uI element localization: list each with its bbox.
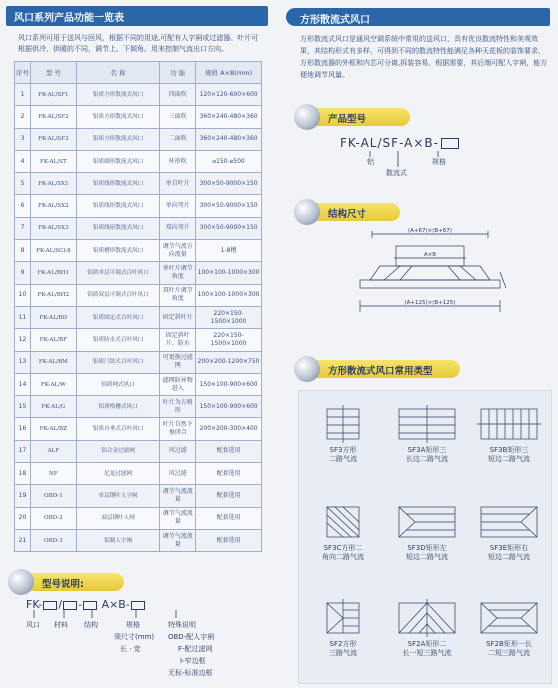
right-intro: 方形散流式风口是通风空调系统中常用的送风口，具有优良散流特性和美观效果，其结构形式有多样，可得到不同的散流特性能满足各种天花板的装饰要求，方形散流器的外框和内芯可分离,拆装容易，根据需要，其后端可配入字闸，能方便地调节风量。 — [300, 35, 548, 79]
cell-name: 铝质线形散流式风口 — [76, 217, 159, 239]
cell-name: 铝质自垂式百叶风口 — [76, 418, 159, 440]
col-function: 功 能 — [160, 62, 196, 84]
cell-name: 铝合金过滤网 — [76, 440, 159, 462]
cell-model: FK-AL/ST — [30, 150, 76, 172]
col-model: 型 号 — [30, 62, 76, 84]
cell-name: 铝质线形散流式风口 — [76, 173, 159, 195]
product-spec-table — [14, 61, 262, 552]
cell-index: 12 — [15, 329, 31, 351]
table-row — [15, 173, 262, 195]
cell-spec: 300×50-9000×150 — [196, 217, 262, 239]
type-sf2b-l1: SF2B矩形一长 — [486, 640, 532, 648]
cell-spec: 220×150-1500×1000 — [196, 329, 262, 351]
cell-model: ALF — [30, 440, 76, 462]
table-row — [15, 463, 262, 485]
cell-name: 铝质门铰式百叶风口 — [76, 351, 159, 373]
cell-index: 14 — [15, 373, 31, 395]
cell-spec: 100×100-1000×300 — [196, 284, 262, 306]
left-column — [6, 6, 268, 552]
type-sf3e-icon — [477, 503, 541, 541]
cell-spec: 300×50-9000×150 — [196, 195, 262, 217]
struct-mid-label: A×B — [423, 252, 437, 258]
model-legend-pill — [14, 573, 124, 591]
cell-function: 二面吹 — [160, 128, 196, 150]
table-row — [15, 373, 262, 395]
code-part: FK- — [340, 136, 361, 150]
cell-function: 双叶片调节角度 — [160, 284, 196, 306]
right-header: 方形散流式风口 — [286, 8, 550, 26]
cell-function: 调节气流流量 — [160, 507, 196, 529]
type-sf3a — [387, 405, 467, 464]
cell-index: 10 — [15, 284, 31, 306]
model-section-title: 产品型号 — [328, 114, 367, 125]
cell-spec: 360×240-480×360 — [196, 106, 262, 128]
type-sf3d-icon — [395, 503, 459, 541]
code-prefix: FK- — [26, 598, 43, 611]
table-row — [15, 240, 262, 262]
types-section-title: 方形散流式风口常用类型 — [328, 366, 433, 377]
cell-index: 18 — [15, 463, 31, 485]
cell-index: 15 — [15, 396, 31, 418]
table-row — [15, 306, 262, 328]
cell-function: 可更换过滤网 — [160, 351, 196, 373]
cell-index: 17 — [15, 440, 31, 462]
type-sf3d-l1: SF3D矩形左 — [407, 544, 447, 552]
cell-index: 21 — [15, 529, 31, 551]
cell-function: 环形吹 — [160, 150, 196, 172]
code-part: A×B — [404, 136, 434, 150]
type-sf3b-icon — [477, 405, 541, 443]
cell-name: 单层钢叶人字闸 — [76, 485, 159, 507]
pill-ball-icon — [294, 199, 320, 225]
type-sf2b-icon — [477, 599, 541, 637]
type-sf3b — [469, 405, 549, 464]
label-i: I-窄边框 — [180, 657, 206, 665]
type-sf3c-l1: SF3C方形二 — [323, 544, 363, 552]
code-box — [131, 601, 145, 610]
table-row — [15, 351, 262, 373]
cell-index: 8 — [15, 240, 31, 262]
cell-spec: 300×50-9000×150 — [196, 173, 262, 195]
cell-spec: 配套选用 — [196, 463, 262, 485]
pill-ball-icon — [8, 569, 34, 595]
label-guige: 规格 — [126, 621, 140, 629]
type-sf2a — [387, 599, 467, 658]
code-label-guige: 规格 — [432, 158, 446, 166]
code-label-sanliu: 散流式 — [386, 169, 407, 177]
table-header-row — [15, 62, 262, 84]
cell-index: 5 — [15, 173, 31, 195]
cell-function: 固定斜叶片 — [160, 306, 196, 328]
code-mid: A×B- — [101, 598, 130, 611]
types-grid — [298, 390, 552, 684]
code-part: AL — [360, 136, 378, 150]
struct-top-label: (A+67)×(B+67) — [408, 228, 452, 234]
pill-ball-icon — [294, 356, 320, 382]
model-legend-code: FK- / - A×B- — [26, 598, 146, 611]
cell-name: 双层钢叶人闸 — [76, 507, 159, 529]
type-sf2a-l2: 长一短三路气流 — [402, 649, 452, 657]
cell-function: 滤网防异物进入 — [160, 373, 196, 395]
pill-ball-icon — [294, 104, 320, 130]
code-part: / — [377, 136, 383, 150]
type-sf3c-l2: 角向二路气流 — [322, 553, 364, 561]
cell-function: 叶片自然下垂闭合 — [160, 418, 196, 440]
cell-spec: 200×200-1200×750 — [196, 351, 262, 373]
type-sf3e-l1: SF3E矩形右 — [489, 544, 529, 552]
cell-function: 叶片为方格形 — [160, 396, 196, 418]
type-sf3b-l1: SF3B矩形三 — [489, 446, 529, 454]
type-sf3a-l2: 长边二路气流 — [406, 455, 448, 463]
cell-function: 双向弯片 — [160, 217, 196, 239]
type-sf2b — [469, 599, 549, 658]
cell-model: FK-AL/W — [30, 373, 76, 395]
cell-name: 铝质格栅式风口 — [76, 396, 159, 418]
cell-function: 单向弯片 — [160, 195, 196, 217]
table-row — [15, 507, 262, 529]
cell-model: OBD-3 — [30, 529, 76, 551]
cell-spec: 360×240-480×360 — [196, 128, 262, 150]
type-sf3b-l2: 短边二路气流 — [488, 455, 530, 463]
label-obd: OBD-配人字闸 — [168, 633, 215, 641]
cell-function: 风过滤 — [160, 463, 196, 485]
label-wu: 无标-标准边框 — [168, 669, 213, 677]
cell-model: FK-AL/BH2 — [30, 284, 76, 306]
cell-model: OBD-1 — [30, 485, 76, 507]
label-changkuan: 长 · 宽 — [120, 645, 141, 653]
table-row — [15, 396, 262, 418]
cell-function: 单叶片调节角度 — [160, 262, 196, 284]
label-f: F-配过滤网 — [178, 645, 213, 653]
table-row — [15, 84, 262, 106]
label-guige2: 须尺寸(mm) — [114, 633, 155, 641]
type-sf3c-icon — [321, 503, 365, 541]
type-sf2-icon — [321, 599, 365, 637]
model-code-leaders — [360, 151, 470, 171]
cell-model: FK-AL/BZ — [30, 418, 76, 440]
cell-model: FK-AL/BH1 — [30, 262, 76, 284]
cell-model: FK-AL/SX1 — [30, 173, 76, 195]
cell-index: 13 — [15, 351, 31, 373]
table-row — [15, 329, 262, 351]
code-box — [63, 601, 77, 610]
cell-spec: 150×100-900×600 — [196, 396, 262, 418]
cell-model: FK-AL/SCl-8 — [30, 240, 76, 262]
cell-function: 固定斜叶片、防水 — [160, 329, 196, 351]
type-sf3a-l1: SF3A矩形三 — [407, 446, 447, 454]
col-spec: 规格 A×B(mm) — [196, 62, 262, 84]
table-row — [15, 485, 262, 507]
code-box — [441, 138, 459, 149]
code-part: - — [399, 136, 405, 150]
cell-index: 20 — [15, 507, 31, 529]
cell-spec: ⌀150-⌀500 — [196, 150, 262, 172]
code-part: SF — [382, 136, 400, 150]
cell-model: FK-AL/SF1 — [30, 84, 76, 106]
code-label-lv: 铝 — [367, 158, 374, 166]
cell-model: FK-AL/BM — [30, 351, 76, 373]
label-jiegou: 结构 — [84, 621, 98, 629]
cell-spec: 150×100-900×600 — [196, 373, 262, 395]
type-sf3-l2: 二路气流 — [329, 455, 357, 463]
cell-model: NF — [30, 463, 76, 485]
cell-spec: 1-8槽 — [196, 240, 262, 262]
type-sf3-icon — [321, 405, 365, 443]
type-sf3 — [303, 405, 383, 464]
cell-spec: 配套选用 — [196, 440, 262, 462]
type-sf2 — [303, 599, 383, 658]
cell-spec: 200×200-300×400 — [196, 418, 262, 440]
cell-name: 铝质方形散流式风口 — [76, 84, 159, 106]
cell-function: 三面吹 — [160, 106, 196, 128]
cell-index: 9 — [15, 262, 31, 284]
cell-model: FK-AL/SF3 — [30, 128, 76, 150]
cell-index: 7 — [15, 217, 31, 239]
cell-function: 调节气流流量 — [160, 529, 196, 551]
struct-section-title: 结构尺寸 — [328, 209, 367, 220]
cell-index: 19 — [15, 485, 31, 507]
cell-model: FK-AL/BF — [30, 329, 76, 351]
type-sf2b-l2: 二短三路气流 — [488, 649, 530, 657]
type-sf3d — [387, 503, 467, 562]
struct-bottom-label: (A+125)×(B+125) — [404, 300, 456, 306]
cell-name: 铝质方形散流式风口 — [76, 128, 159, 150]
cell-function: 调节气流流量 — [160, 485, 196, 507]
type-sf2a-icon — [395, 599, 459, 637]
product-list-header: 风口系列产品功能一览表 — [6, 6, 268, 26]
type-sf3e — [469, 503, 549, 562]
label-teshu: 特殊说明 — [168, 621, 196, 629]
table-row — [15, 217, 262, 239]
cell-function: 风过滤 — [160, 440, 196, 462]
table-row — [15, 195, 262, 217]
table-row — [15, 106, 262, 128]
structure-drawing — [320, 226, 520, 322]
cell-spec: 配套选用 — [196, 485, 262, 507]
table-body — [15, 84, 262, 552]
struct-section-pill — [300, 203, 400, 221]
cell-name: 铝质固定式百叶风口 — [76, 306, 159, 328]
cell-index: 2 — [15, 106, 31, 128]
cell-name: 尼龙过滤网 — [76, 463, 159, 485]
product-model-code — [340, 136, 459, 150]
cell-model: FK-AL/SF2 — [30, 106, 76, 128]
type-sf3d-l2: 短边二路气流 — [406, 553, 448, 561]
cell-name: 铝质防水式百叶风口 — [76, 329, 159, 351]
col-name: 名 称 — [76, 62, 159, 84]
code-box — [83, 601, 97, 610]
label-fengkou: 风口 — [26, 621, 40, 629]
cell-name: 铝质方形散流式风口 — [76, 106, 159, 128]
table-row — [15, 150, 262, 172]
cell-name: 铝质网式风口 — [76, 373, 159, 395]
types-section-pill — [300, 360, 460, 378]
type-sf3a-icon — [395, 405, 459, 443]
cell-function: 单自叶片 — [160, 173, 196, 195]
cell-spec: 配套选用 — [196, 507, 262, 529]
col-index: 序号 — [15, 62, 31, 84]
cell-spec: 配套选用 — [196, 529, 262, 551]
model-section-pill — [300, 108, 410, 126]
type-sf2-l1: SF2方形 — [329, 640, 357, 648]
cell-function: 调节气流方向流量 — [160, 240, 196, 262]
cell-model: FK-AL/G — [30, 396, 76, 418]
cell-model: OBD-2 — [30, 507, 76, 529]
cell-model: FK-AL/BD — [30, 306, 76, 328]
model-legend-labels — [26, 612, 266, 682]
cell-spec: 220×150-1500×1000 — [196, 306, 262, 328]
table-row — [15, 529, 262, 551]
product-list-intro: 风口系列可用于送风与回风，根据不同的用途,可配有人字闸或过滤器。叶片可根据供冷、供暖的不同，调节上、下倾角。用来控制气流出口方向。 — [18, 34, 259, 53]
type-sf2a-l1: SF2A矩形二 — [407, 640, 447, 648]
type-sf3e-l2: 短边二路气流 — [488, 553, 530, 561]
type-sf2-l2: 三路气流 — [329, 649, 357, 657]
cell-model: FK-AL/SX2 — [30, 195, 76, 217]
cell-index: 11 — [15, 306, 31, 328]
cell-spec: 120×120-600×600 — [196, 84, 262, 106]
cell-name: 铝质圆形散流式风口 — [76, 150, 159, 172]
cell-name: 铝质槽形散流式风口 — [76, 240, 159, 262]
type-sf3-l1: SF3方形 — [329, 446, 357, 454]
cell-name: 铝质单层可调式百叶风口 — [76, 262, 159, 284]
cell-index: 16 — [15, 418, 31, 440]
table-row — [15, 284, 262, 306]
cell-function: 四面吹 — [160, 84, 196, 106]
model-legend-title: 型号说明: — [42, 579, 84, 590]
table-row — [15, 440, 262, 462]
cell-name: 铝制人字闸 — [76, 529, 159, 551]
cell-model: FK-AL/SX3 — [30, 217, 76, 239]
table-row — [15, 418, 262, 440]
cell-name: 铝质双层可调式百叶风口 — [76, 284, 159, 306]
cell-name: 铝质线形散流式风口 — [76, 195, 159, 217]
cell-spec: 100×100-1000×300 — [196, 262, 262, 284]
cell-index: 3 — [15, 128, 31, 150]
table-row — [15, 128, 262, 150]
cell-index: 4 — [15, 150, 31, 172]
type-sf3c — [303, 503, 383, 562]
cell-index: 6 — [15, 195, 31, 217]
cell-index: 1 — [15, 84, 31, 106]
table-row — [15, 262, 262, 284]
code-box — [43, 601, 57, 610]
label-cailiao: 材料 — [54, 621, 68, 629]
code-part: - — [433, 136, 439, 150]
